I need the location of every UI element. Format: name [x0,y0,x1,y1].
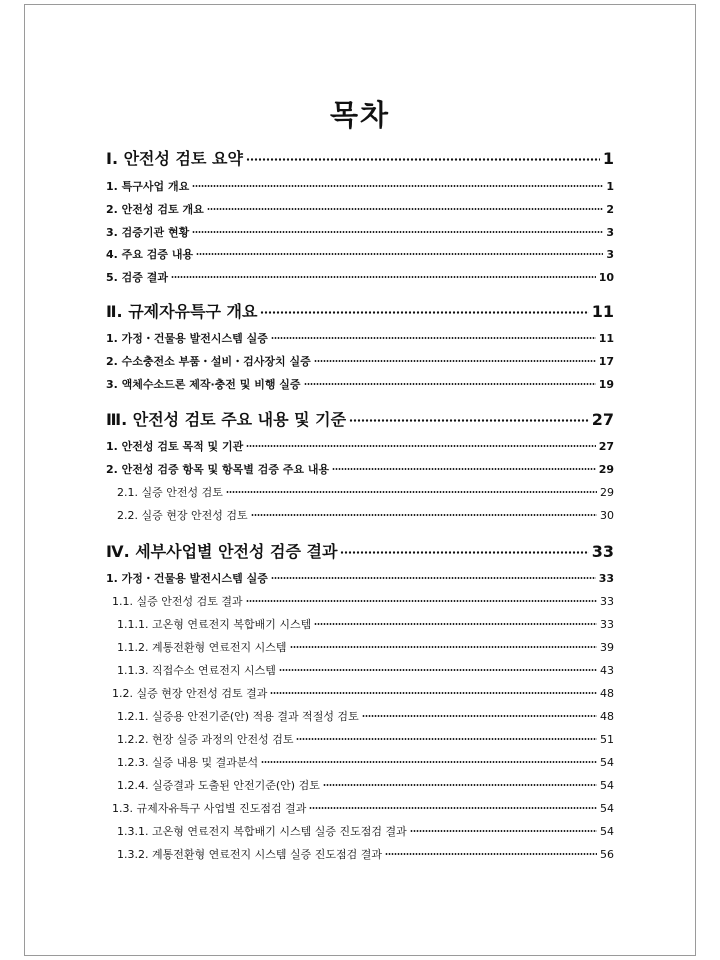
toc-page-number: 33 [600,618,614,631]
leader-dots [314,360,596,362]
toc-entry[interactable] [106,269,614,285]
leader-dots [323,784,597,786]
toc-entry[interactable] [106,246,614,262]
toc-section-4[interactable] [106,539,614,562]
leader-dots [226,491,597,493]
toc-entry[interactable] [112,800,614,816]
toc-page-number: 48 [600,687,614,700]
toc-page-number: 1 [602,149,614,168]
leader-dots [261,761,597,763]
toc-entry[interactable] [112,593,614,609]
toc-entry-label: 1.1. 실증 안전성 검토 결과 [112,595,243,608]
toc-entry[interactable] [117,754,614,770]
toc-page-number: 30 [600,509,614,522]
toc-section-label: Ⅰ. 안전성 검토 요약 [106,149,243,168]
toc-page-number: 19 [598,378,614,391]
toc-entry-label: 1.1.3. 직접수소 연료전지 시스템 [117,664,276,677]
toc-page-number: 54 [600,756,614,769]
toc-page-number: 29 [598,463,614,476]
toc-entry[interactable] [117,484,614,500]
toc-entry-label: 1.3.2. 계통전환형 연료전지 시스템 실증 진도점검 결과 [117,848,382,861]
toc-entry-label: 1.2.1. 실증용 안전기준(안) 적용 결과 적절성 검토 [117,710,359,723]
toc-page-number: 29 [600,486,614,499]
toc-entry-label: 1. 가정・건물용 발전시스템 실증 [106,572,268,585]
leader-dots [271,577,596,579]
leader-dots [171,276,596,278]
toc-section-3[interactable] [106,407,614,430]
toc-page-number: 56 [600,848,614,861]
toc-entry[interactable] [112,685,614,701]
toc-entry-label: 1. 안전성 검토 목적 및 기관 [106,440,244,453]
toc-section-label: Ⅲ. 안전성 검토 주요 내용 및 기준 [106,410,347,429]
toc-section-label: Ⅱ. 규제자유특구 개요 [106,302,258,321]
leader-dots [246,158,600,161]
leader-dots [246,600,597,602]
toc-page-number: 33 [598,572,614,585]
toc-entry-label: 5. 검증 결과 [106,271,168,284]
toc-entry-label: 1.2.3. 실증 내용 및 결과분석 [117,756,259,769]
toc-page-number: 11 [598,332,614,345]
toc-page-number: 2 [606,203,614,216]
page-title: 목차 [329,98,391,132]
toc-entry[interactable] [117,708,614,724]
toc-section-2[interactable] [106,299,614,322]
toc-entry-label: 1.3.1. 고온형 연료전지 복합배기 시스템 실증 진도점검 결과 [117,825,407,838]
leader-dots [207,208,604,210]
toc-page-number: 43 [600,664,614,677]
toc-entry-label: 1.3. 규제자유특구 사업별 진도점검 결과 [112,802,307,815]
toc-entry[interactable] [106,353,614,369]
toc-entry[interactable] [117,507,614,523]
toc-page-number: 54 [600,779,614,792]
leader-dots [349,419,589,422]
toc-page-number: 33 [600,595,614,608]
leader-dots [251,514,597,516]
toc-entry[interactable] [106,570,614,586]
leader-dots [279,669,597,671]
toc-entry[interactable] [117,639,614,655]
toc-entry-label: 2.2. 실증 현장 안전성 검토 [117,509,248,522]
leader-dots [290,646,598,648]
toc-entry-label: 1.1.1. 고온형 연료전지 복합배기 시스템 [117,618,312,631]
toc-page-number: 3 [606,226,614,239]
toc-page-number: 39 [600,641,614,654]
toc-entry-label: 1. 가정・건물용 발전시스템 실증 [106,332,268,345]
toc-entry[interactable] [106,330,614,346]
leader-dots [260,311,588,314]
toc-page-number: 51 [600,733,614,746]
toc-page-number: 54 [600,802,614,815]
leader-dots [332,468,596,470]
toc-page-number: 1 [606,180,614,193]
leader-dots [340,551,588,554]
leader-dots [304,383,596,385]
toc-entry[interactable] [106,201,614,217]
toc-page-number: 33 [591,542,614,561]
leader-dots [385,853,597,855]
toc-entry-label: 2. 안전성 검증 항목 및 항목별 검증 주요 내용 [106,463,330,476]
leader-dots [196,253,603,255]
toc-page-number: 54 [600,825,614,838]
toc-entry-label: 1.2.4. 실증결과 도출된 안전기준(안) 검토 [117,779,320,792]
toc-page-number: 17 [598,355,614,368]
toc-entry[interactable] [117,777,614,793]
leader-dots [271,337,596,339]
leader-dots [309,807,597,809]
toc-entry[interactable] [106,461,614,477]
leader-dots [410,830,597,832]
toc-page-number: 10 [598,271,614,284]
toc-page-number: 11 [591,302,614,321]
toc-section-1[interactable] [106,146,614,169]
toc-entry-label: 1.1.2. 계통전환형 연료전지 시스템 [117,641,287,654]
leader-dots [362,715,597,717]
toc-section-label: Ⅳ. 세부사업별 안전성 검증 결과 [106,542,338,561]
toc-entry[interactable] [117,846,614,862]
leader-dots [296,738,597,740]
toc-entry[interactable] [117,731,614,747]
leader-dots [270,692,597,694]
toc-page-number: 48 [600,710,614,723]
toc-page-number: 27 [598,440,614,453]
toc-entry-label: 2.1. 실증 안전성 검토 [117,486,223,499]
leader-dots [246,445,595,447]
toc-page-number: 3 [606,248,614,261]
toc-entry-label: 3. 검증기관 현황 [106,226,190,239]
toc-page-number: 27 [591,410,614,429]
toc-entry-label: 1. 특구사업 개요 [106,180,190,193]
toc-entry-label: 1.2.2. 현장 실증 과정의 안전성 검토 [117,733,294,746]
toc-entry[interactable] [106,178,614,194]
toc-entry-label: 4. 주요 검증 내용 [106,248,194,261]
toc-entry[interactable] [106,438,614,454]
toc-entry-label: 2. 안전성 검토 개요 [106,203,204,216]
leader-dots [314,623,597,625]
toc-entry[interactable] [117,823,614,839]
leader-dots [192,185,603,187]
leader-dots [192,231,603,233]
toc-entry-label: 3. 액체수소드론 제작·충전 및 비행 실증 [106,378,301,391]
toc-entry[interactable] [106,224,614,240]
toc-entry[interactable] [117,662,614,678]
toc-entry-label: 1.2. 실증 현장 안전성 검토 결과 [112,687,268,700]
toc-entry[interactable] [106,376,614,392]
toc-entry-label: 2. 수소충전소 부품・설비・검사장치 실증 [106,355,311,368]
toc-entry[interactable] [117,616,614,632]
